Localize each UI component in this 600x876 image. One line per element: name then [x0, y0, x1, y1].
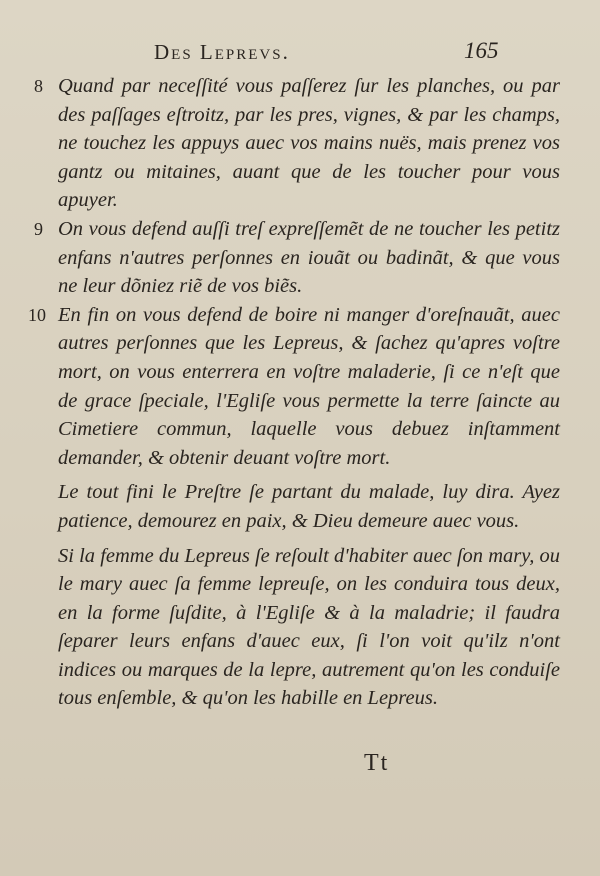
item-text: Quand par neceſſité vous paſſerez ſur les planches, ou par des paſſages eſtroitz, par les pres, vignes, & par les champs, ne touchez les appuys auec vos mains nuës, mais prenez vos gantz ou mitaines, auant que de les toucher pour vous apuyer. — [58, 75, 560, 212]
item-number: 9 — [34, 218, 43, 239]
item-number: 8 — [34, 76, 43, 96]
paragraph-priest-departs: Le tout fini le Preſtre ſe partant du malade, luy dira. Ayez patience, demourez en paix, & Dieu demeure auec vous. — [58, 481, 560, 532]
item-text: On vous defend auſſi treſ expreſſemẽt de ne toucher les petitz enfans n'autres perſonnes en iouãt ou badinãt, & que vous ne leur dõniez riẽ de vos biẽs. — [58, 217, 560, 298]
numbered-item-8 — [28, 72, 560, 215]
page-body — [28, 72, 560, 713]
numbered-item-10 — [28, 301, 560, 473]
item-number: 10 — [28, 304, 46, 325]
signature-mark: Tt — [364, 750, 390, 776]
item-text: En fin on vous defend de boire ni manger d'oreſnauãt, auec autres perſonnes que les Lepreus, & ſachez qu'apres voſtre mort, on vous enterrera en voſtre maladerie, ſi ce n'eſt que de grace ſpeciale, l'Egliſe vous permette la terre ſaincte au Cimetiere commun, laquelle vous debuez inſtamment demander, & obtenir deuant voſtre mort. — [58, 303, 560, 469]
page-number: 165 — [464, 38, 499, 63]
paragraph-spouse: Si la femme du Lepreus ſe reſoult d'habiter auec ſon mary, ou le mary auec ſa femme lepreuſe, on les conduira tous deux, en la forme ſuſdite, à l'Egliſe & à la maladrie; il faudra ſeparer leurs enfans d'auec eux, ſi l'on voit qu'ilz n'ont indices ou marques de la lepre, autrement qu'on les conduiſe tous enſemble, & qu'on les habille en Lepreus. — [58, 544, 560, 710]
page-header — [28, 36, 560, 72]
numbered-item-9 — [28, 215, 560, 301]
running-head: Des Leprevs. — [154, 40, 290, 64]
